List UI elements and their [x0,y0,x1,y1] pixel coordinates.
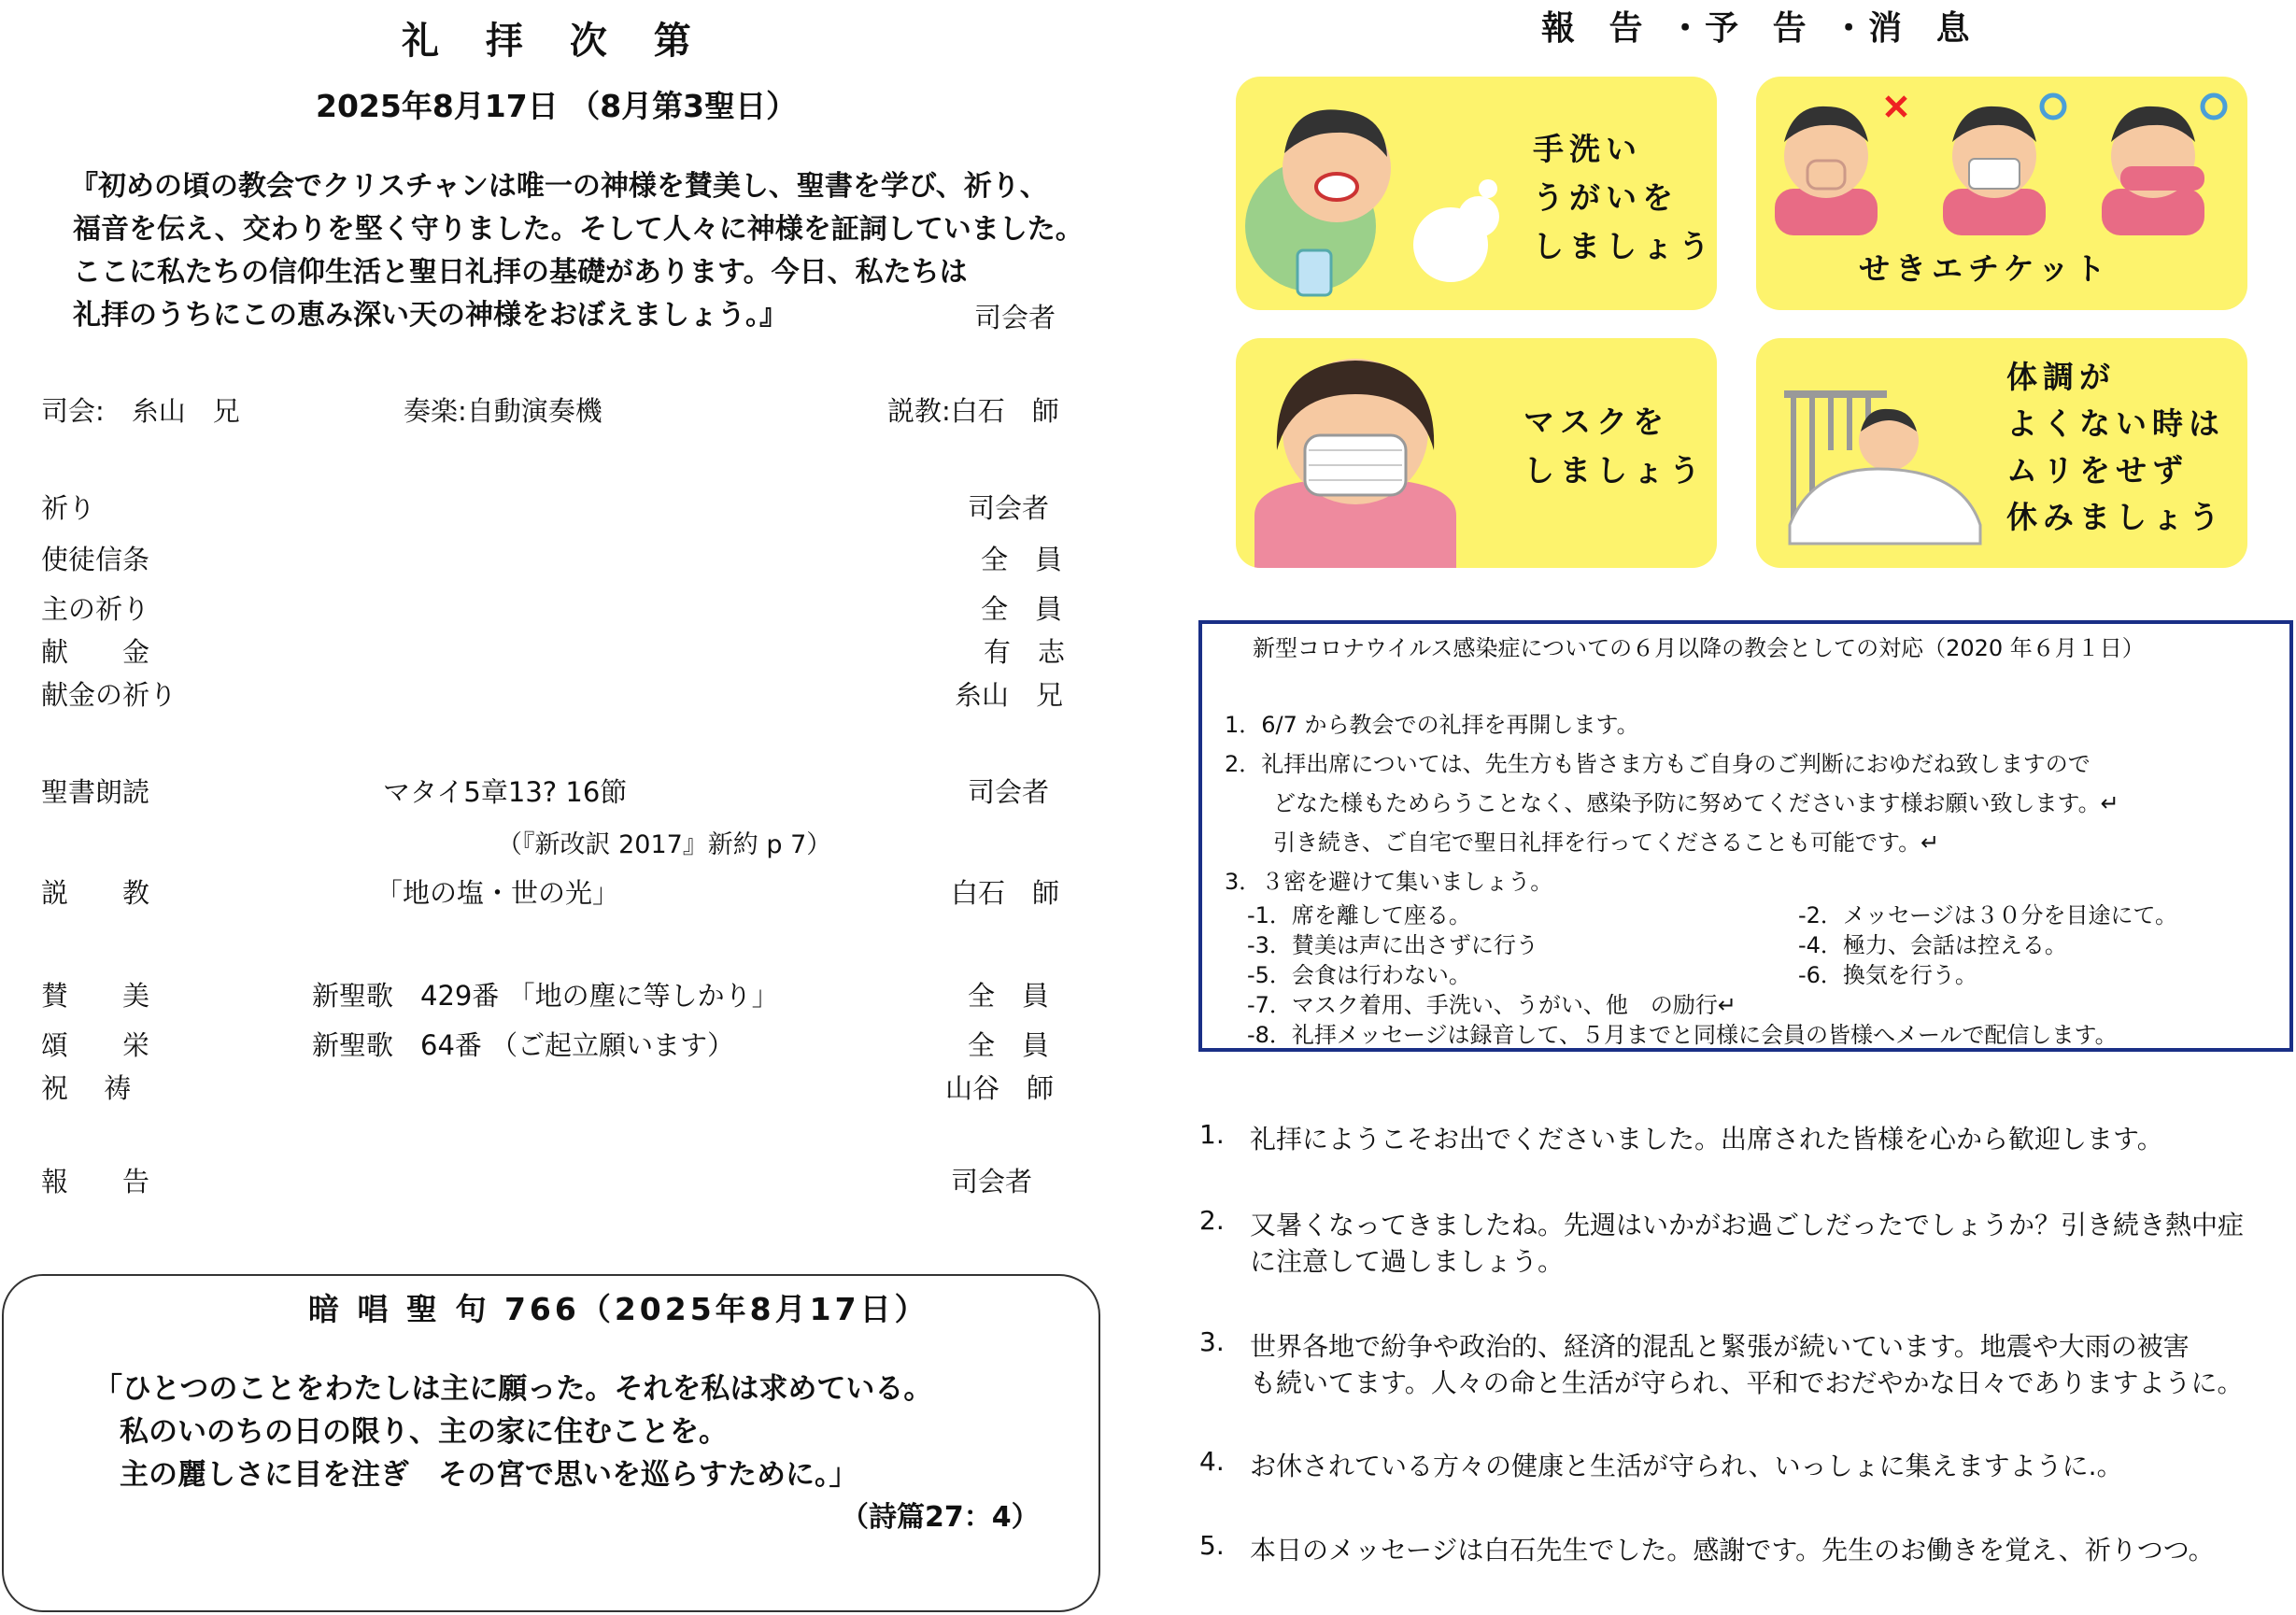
order-who: 山谷 師 [945,1072,1055,1104]
order-who: 有 志 [984,636,1066,668]
announcement-text: お休されている方々の健康と生活が守られ、いっしょに集えますように.。 [1250,1451,2123,1481]
order-who: 糸山 兄 [955,679,1064,711]
order-who: 司会者 [968,776,1050,808]
cough-etiquette-label: せきエチケット [1859,250,2112,287]
role-mc: 司会: 糸山 兄 [41,395,240,427]
intro-line-4: 礼拝のうちにこの恵み深い天の神様をおぼえましょう。』 [73,299,787,332]
memory-verse-line-3: 主の麗しさに目を注ぎ その宮で思いを巡らすために。」 [120,1458,858,1492]
intro-line-1: 『初めの頃の教会でクリスチャンは唯一の神様を賛美し、聖書を学び、祈り、 [70,170,1048,203]
handwash-card [1236,77,1717,310]
order-who: 司会者 [951,1166,1033,1197]
order-who: 全 員 [981,593,1063,625]
order-item: 献金の祈り [41,679,177,711]
rest-line-1: 体調が [2006,359,2116,395]
order-center: 新聖歌 429番 「地の塵に等しかり」 [312,980,779,1012]
covid-sub-item: -8．礼拝メッセージは録音して、５月までと同様に会員の皆様へメールで配信します。 [1247,1022,2118,1048]
girl-with-mask-icon [1236,338,1479,568]
announcement-number: 2. [1199,1205,1225,1236]
order-item: 使徒信条 [41,544,150,575]
order-item: 説 教 [41,877,150,909]
covid-item-2-cont: どなた様もためらうことなく、感染予防に努めてくださいます様お願い致します。↵ [1273,790,2119,816]
order-who: 全 員 [968,980,1050,1012]
covid-response-box [1198,620,2293,1052]
mask-card [1236,338,1717,568]
page-title: 礼 拝 次 第 [402,20,708,63]
order-center: （『新改訳 2017』新約 p 7） [497,830,832,859]
rest-line-3: ムリをせず [2006,452,2189,489]
announcement-number: 1. [1199,1119,1225,1150]
intro-line-2: 福音を伝え、交わりを堅く守りました。そして人々に神様を証詞していました。 [73,213,1084,246]
memory-verse-line-1: 「ひとつのことをわたしは主に願った。それを私は求めている。 [93,1372,933,1406]
rest-card [1756,338,2247,568]
order-center: 新聖歌 64番 （ご起立願います） [312,1029,735,1061]
order-item: 報 告 [41,1166,150,1197]
handwash-line-3: しましょう [1533,228,1715,264]
mask-line-1: マスクを [1524,404,1669,440]
memory-verse-line-2: 私のいのちの日の限り、主の家に住むことを。 [120,1415,728,1449]
cough-etiquette-card [1756,77,2247,310]
announcement-text: 又暑くなってきましたね。先週はいかがお過ごしだったでしょうか？引き続き熱中症 [1250,1210,2245,1240]
covid-sub-item: -4．極力、会話は控える。 [1798,932,2067,958]
order-item: 聖書朗読 [41,776,150,808]
covid-sub-item: -5．会食は行わない。 [1247,962,1471,988]
covid-item-2-cont: 引き続き、ご自宅で聖日礼拝を行ってくださることも可能です。↵ [1273,829,1940,856]
cough-etiquette-icon [1756,77,2247,235]
order-item: 頌 栄 [41,1029,150,1061]
rest-line-2: よくない時は [2006,405,2225,442]
intro-line-3: ここに私たちの信仰生活と聖日礼拝の基礎があります。今日、私たちは [73,256,968,289]
covid-sub-item: -3．賛美は声に出さずに行う [1247,932,1538,958]
covid-sub-item: -2．メッセージは３０分を目途にて。 [1798,902,2178,928]
covid-sub-item: -7．マスク着用、手洗い、うがい、他 の励行↵ [1247,992,1737,1018]
announcement-number: 5. [1199,1530,1225,1561]
role-music: 奏楽:自動演奏機 [404,395,602,427]
intro-by: 司会者 [974,302,1056,333]
order-item: 賛 美 [41,980,150,1012]
order-item: 祝 祷 [41,1072,132,1104]
announcement-text: 礼拝にようこそお出でくださいました。出席された皆様を心から歓迎します。 [1250,1124,2163,1155]
order-item: 献 金 [41,636,150,668]
announcement-text: も続いてます。人々の命と生活が守られ、平和でおだやかな日々でありますように。 [1250,1367,2244,1398]
order-who: 司会者 [968,492,1050,524]
handwash-line-1: 手洗い [1533,131,1642,167]
role-preacher: 説教:白石 師 [887,395,1059,427]
announcements-title: 報 告 ･予 告 ･消 息 [1541,9,1981,48]
announcement-number: 3. [1199,1326,1225,1357]
child-gargling-icon [1236,77,1516,310]
memory-verse-title: 暗 唱 聖 句 766（2025年8月17日） [308,1291,929,1327]
covid-item-3: 3．３密を避けて集いましょう。 [1225,869,1553,895]
order-who: 全 員 [968,1029,1050,1061]
covid-title: 新型コロナウイルス感染症についての６月以降の教会としての対応（2020 年６月１日） [1253,635,2145,661]
order-center: マタイ5章13? 16節 [383,776,628,808]
child-in-bed-icon [1756,338,1999,568]
covid-item-1: 1．6/7 から教会での礼拝を再開します。 [1225,712,1639,738]
memory-verse-ref: （詩篇27：4） [841,1501,1040,1534]
mask-line-2: しましょう [1524,452,1706,489]
rest-line-4: 休みましょう [2006,499,2225,535]
covid-sub-item: -1．席を離して座る。 [1247,902,1471,928]
announcement-text: に注意して過しましょう。 [1250,1246,1565,1277]
covid-sub-item: -6．換気を行う。 [1798,962,1977,988]
handwash-line-2: うがいを [1533,179,1679,216]
order-item: 主の祈り [41,593,150,625]
order-center: 「地の塩・世の光」 [376,877,620,909]
covid-item-2: 2．礼拝出席については、先生方も皆さま方もご自身のご判断におゆだね致しますので [1225,751,2090,777]
order-who: 全 員 [981,544,1063,575]
announcement-text: 世界各地で紛争や政治的、経済的混乱と緊張が続いています。地震や大雨の被害 [1250,1331,2190,1362]
order-who: 白石 師 [951,877,1060,909]
order-item: 祈り [41,492,96,524]
announcement-text: 本日のメッセージは白石先生でした。感謝です。先生のお働きを覚え、祈りつつ。 [1250,1535,2215,1565]
service-date: 2025年8月17日 （8月第3聖日） [316,88,798,124]
announcement-number: 4. [1199,1446,1225,1477]
